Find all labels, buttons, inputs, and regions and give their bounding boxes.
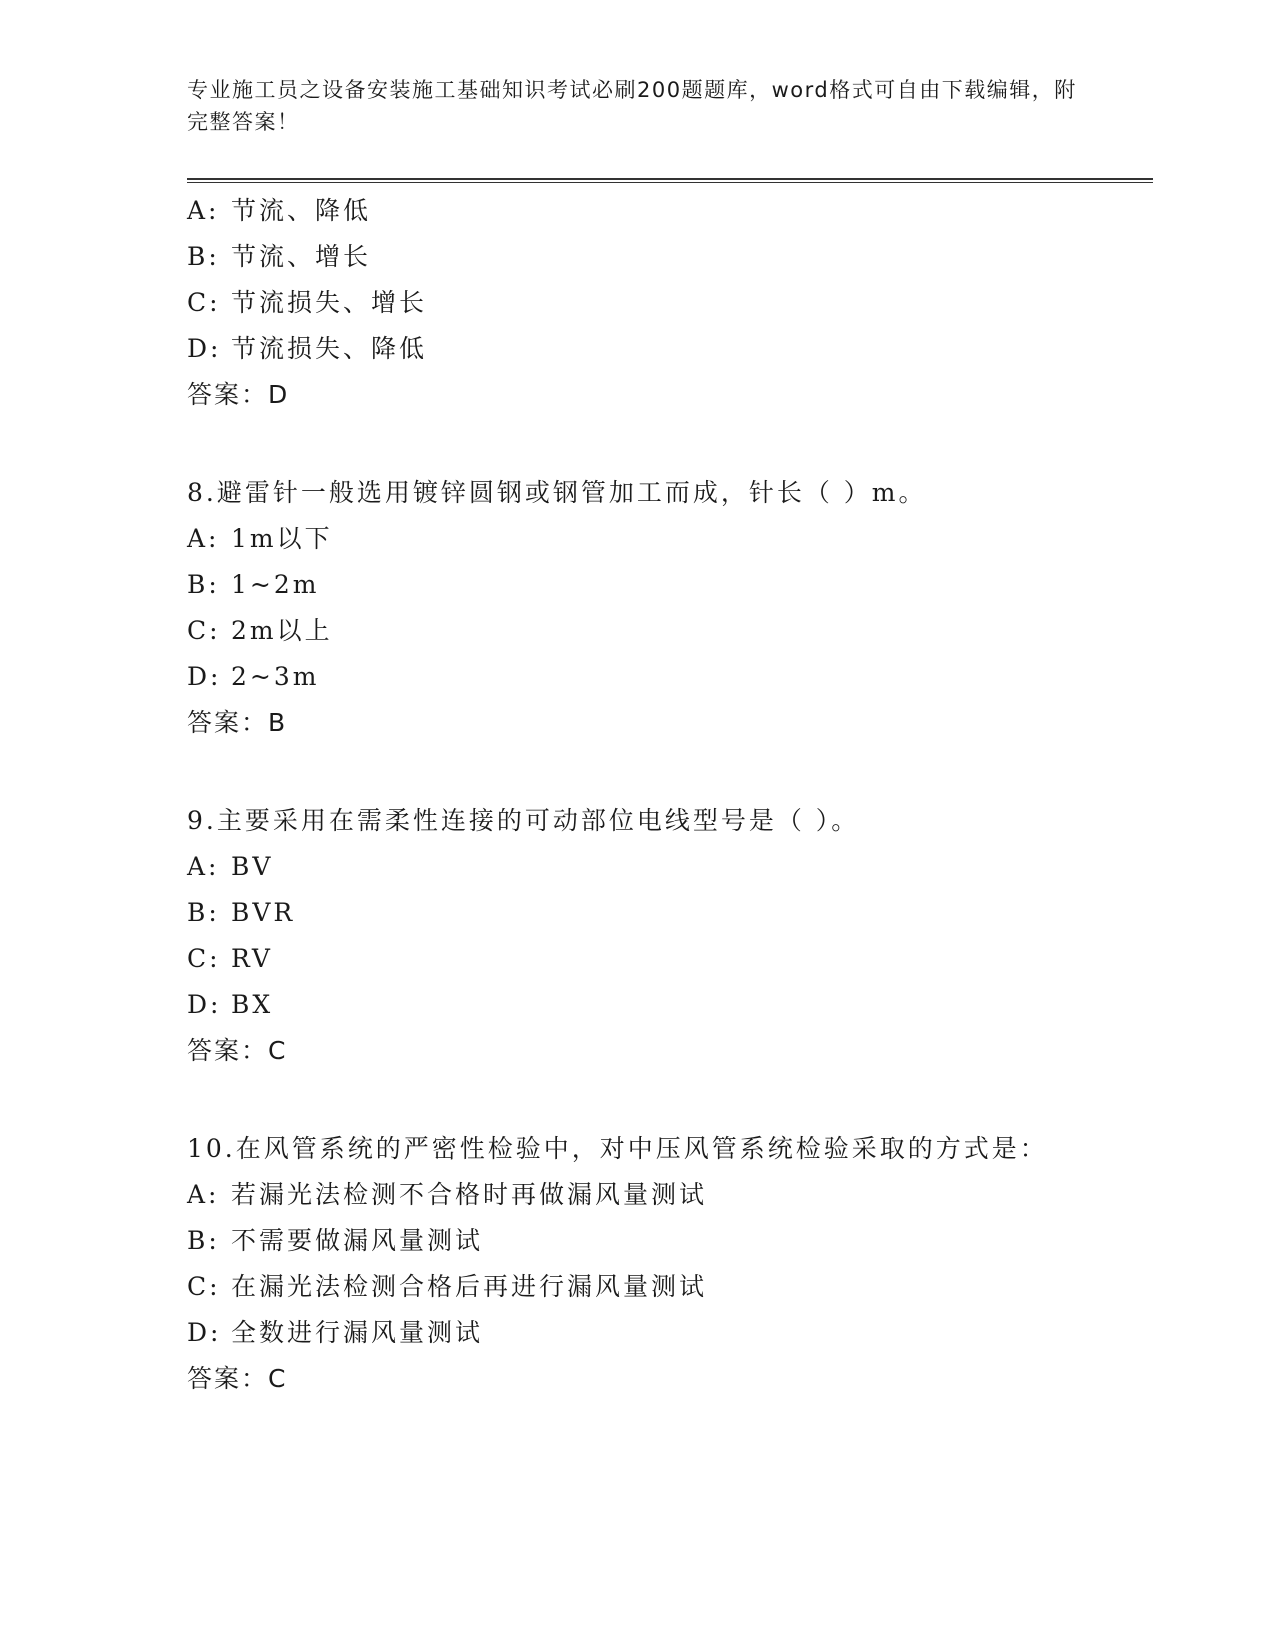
option-a: A: 若漏光法检测不合格时再做漏风量测试 [187, 1180, 708, 1209]
answer-line: 答案：B [187, 708, 288, 737]
answer-line: 答案：D [187, 380, 290, 409]
option-a: A: BV [187, 852, 274, 881]
question-9 [187, 798, 1153, 1074]
option-c: C: RV [187, 944, 273, 973]
option-c: C: 2m以上 [187, 616, 333, 645]
option-c: C: 节流损失、增长 [187, 288, 428, 317]
question-stem: 10.在风管系统的严密性检验中，对中压风管系统检验采取的方式是： [187, 1134, 1048, 1163]
question-8 [187, 470, 1153, 746]
option-d: D: 节流损失、降低 [187, 334, 428, 363]
answer-line: 答案：C [187, 1364, 288, 1393]
document-title: 专业施工员之设备安装施工基础知识考试必刷200题题库，word格式可自由下载编辑，附完整答案！ [187, 78, 1077, 134]
option-b: B: 1~2m [187, 570, 320, 599]
option-a: A: 节流、降低 [187, 196, 372, 225]
option-b: B: BVR [187, 898, 296, 927]
option-b: B: 不需要做漏风量测试 [187, 1226, 484, 1255]
option-d: D: 全数进行漏风量测试 [187, 1318, 484, 1347]
question-7-continued [187, 188, 1153, 418]
question-10 [187, 1126, 1153, 1402]
option-d: D: 2~3m [187, 662, 320, 691]
option-b: B: 节流、增长 [187, 242, 372, 271]
answer-line: 答案：C [187, 1036, 288, 1065]
document-header [187, 74, 1087, 138]
question-stem: 8.避雷针一般选用镀锌圆钢或钢管加工而成，针长（ ）m。 [187, 478, 927, 507]
question-stem: 9.主要采用在需柔性连接的可动部位电线型号是（ ）。 [187, 806, 860, 835]
option-a: A: 1m以下 [187, 524, 333, 553]
option-c: C: 在漏光法检测合格后再进行漏风量测试 [187, 1272, 708, 1301]
option-d: D: BX [187, 990, 274, 1019]
header-divider [187, 178, 1153, 183]
question-list [187, 188, 1153, 1402]
